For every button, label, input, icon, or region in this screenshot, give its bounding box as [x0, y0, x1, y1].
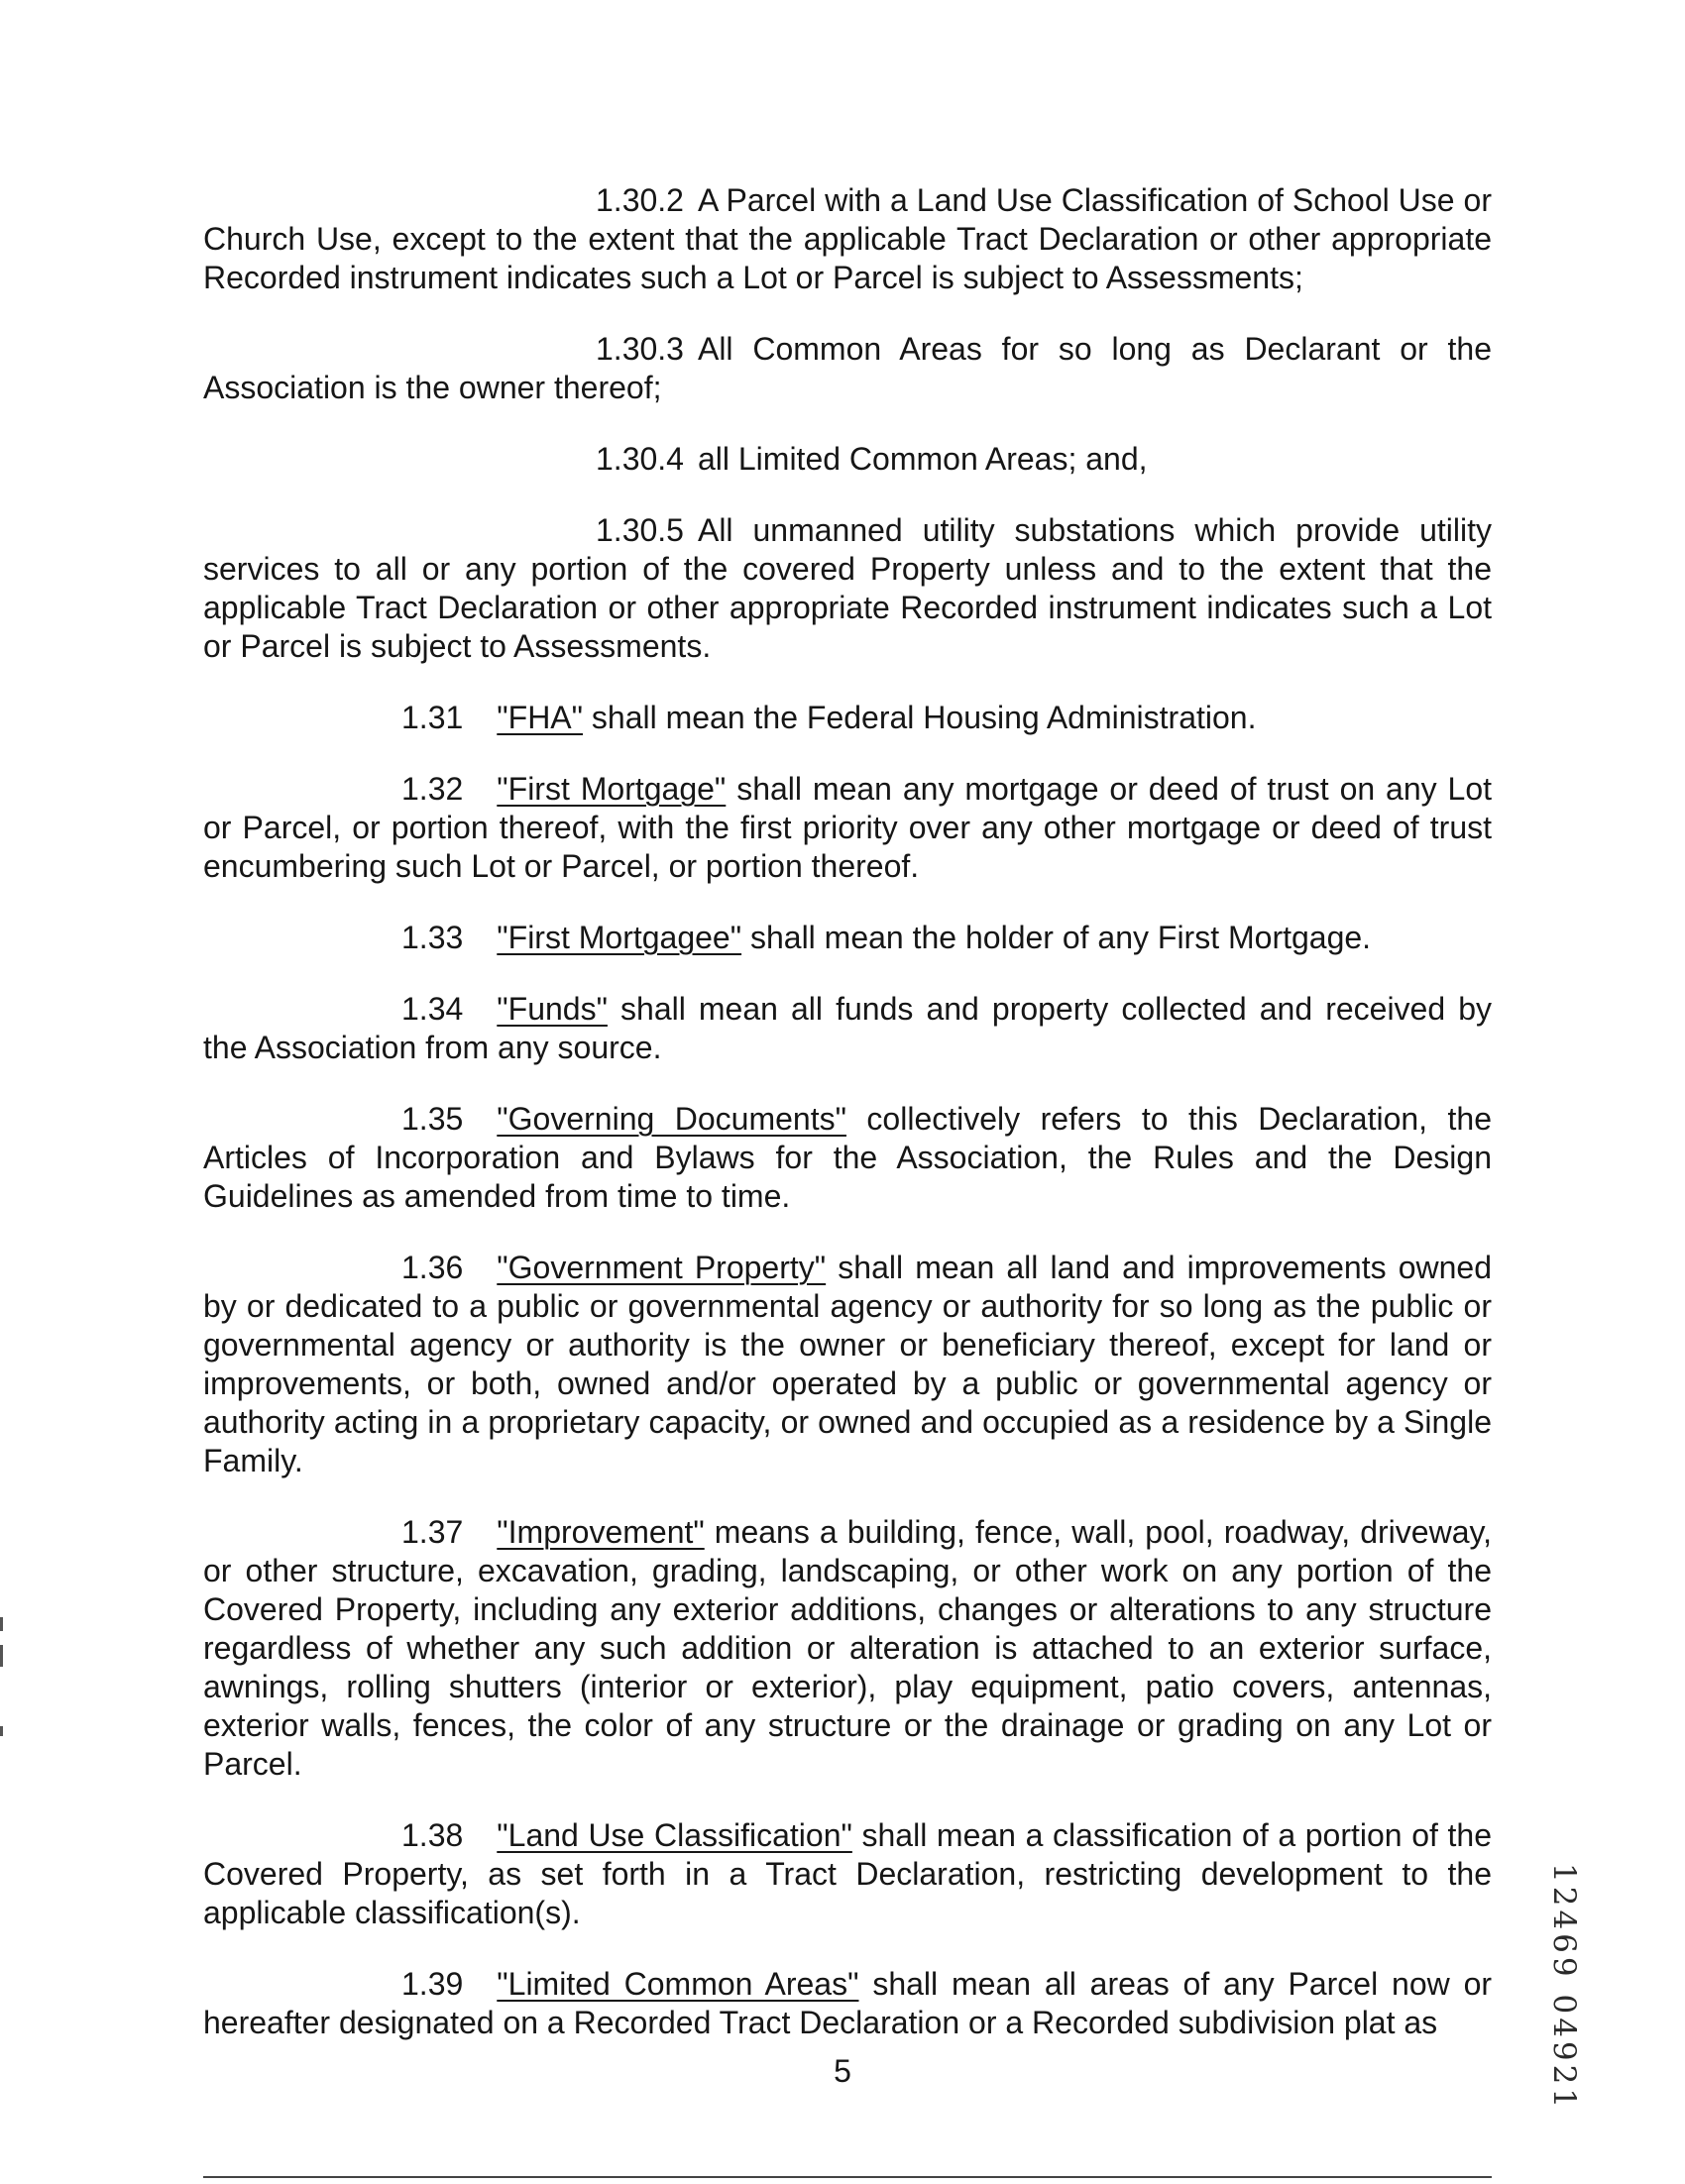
definition-number: 1.37 [401, 1514, 464, 1550]
definition-number: 1.32 [401, 771, 464, 807]
definition-1-37 [203, 1513, 1492, 1784]
definition-text: shall mean the Federal Housing Administration. [591, 700, 1257, 735]
defined-term: "First Mortgage" [497, 771, 727, 807]
scan-edge-mark [0, 1617, 3, 1631]
definition-1-36 [203, 1249, 1492, 1480]
definition-1-31 [203, 699, 1492, 737]
definition-1-34 [203, 990, 1492, 1067]
scan-edge-mark [0, 1645, 3, 1667]
defined-term: "Land Use Classification" [497, 1817, 852, 1853]
definition-1-32 [203, 770, 1492, 886]
definition-text: collectively refers to this Declaration, the Articles of Incorporation and Bylaws for the Association, the Rules and the Design Guidelines as amended from time to time. [203, 1101, 1492, 1214]
clause-number: 1.30.2 [596, 182, 684, 218]
scan-edge-mark [0, 1726, 3, 1736]
clause-number: 1.30.5 [596, 512, 684, 548]
definition-number: 1.31 [401, 700, 464, 735]
definition-text: shall mean any mortgage or deed of trust on any Lot or Parcel, or portion thereof, with the first priority over any other mortgage or deed of trust encumbering such Lot or Parcel, or portion thereof. [203, 771, 1493, 884]
recording-number-stamp: 12469 04921 [1546, 1863, 1582, 2113]
defined-term: "Government Property" [497, 1250, 827, 1285]
definition-text: shall mean all land and improvements owned by or dedicated to a public or governmental agency or authority for so long as the public or governmental agency or authority is the owner or beneficiary thereof, except for land or improvements, or both, owned and/or operated by a public or governmental agency or authority acting in a proprietary capacity, or owned and occupied as a residence by a Single Family. [203, 1250, 1493, 1478]
clause-1-30-4 [203, 440, 1492, 479]
clause-1-30-5 [203, 511, 1492, 666]
definition-text: shall mean all areas of any Parcel now or hereafter designated on a Recorded Tract Declaration or a Recorded subdivision plat as [203, 1966, 1493, 2040]
page-number: 5 [834, 2053, 851, 2089]
defined-term: "FHA" [497, 700, 583, 735]
clause-number: 1.30.3 [596, 331, 684, 367]
clause-text: all Limited Common Areas; and, [697, 441, 1148, 477]
definition-text: shall mean a classification of a portion of the Covered Property, as set forth in a Tract Declaration, restricting development to the applicable classification(s). [203, 1817, 1493, 1930]
clause-1-30-3 [203, 330, 1492, 407]
scan-bottom-rule [203, 2176, 1492, 2178]
definition-text: shall mean all funds and property collected and received by the Association from any source. [203, 991, 1493, 1065]
defined-term: "First Mortgagee" [497, 920, 742, 955]
definition-number: 1.39 [401, 1966, 464, 2002]
clause-text: All unmanned utility substations which provide utility services to all or any portion of the covered Property unless and to the extent that the applicable Tract Declaration or other appropriate Recorded instrument indicates such a Lot or Parcel is subject to Assessments. [203, 512, 1492, 664]
definition-1-33 [203, 919, 1492, 957]
clause-text: A Parcel with a Land Use Classification of School Use or Church Use, except to the extent that the applicable Tract Declaration or other appropriate Recorded instrument indicates such a Lot or Parcel is subject to Assessments; [203, 182, 1492, 295]
definition-1-38 [203, 1816, 1492, 1932]
clause-number: 1.30.4 [596, 441, 684, 477]
clause-1-30-2 [203, 181, 1492, 297]
defined-term: "Improvement" [497, 1514, 705, 1550]
document-body [203, 181, 1492, 2075]
definition-number: 1.36 [401, 1250, 464, 1285]
definition-1-39 [203, 1965, 1492, 2042]
defined-term: "Limited Common Areas" [497, 1966, 859, 2002]
definition-text: shall mean the holder of any First Mortgage. [749, 920, 1372, 955]
definition-number: 1.38 [401, 1817, 464, 1853]
definition-1-35 [203, 1100, 1492, 1216]
defined-term: "Governing Documents" [497, 1101, 846, 1137]
clause-text: All Common Areas for so long as Declarant or the Association is the owner thereof; [203, 331, 1492, 405]
definition-number: 1.33 [401, 920, 464, 955]
definition-text: means a building, fence, wall, pool, roadway, driveway, or other structure, excavation, grading, landscaping, or other work on any portion of the Covered Property, including any exterior additions, changes or alterations to any structure regardless of whether any such addition or alteration is attached to an exterior surface, awnings, rolling shutters (interior or exterior), play equipment, patio covers, antennas, exterior walls, fences, the color of any structure or the drainage or grading on any Lot or Parcel. [203, 1514, 1493, 1782]
definition-number: 1.34 [401, 991, 464, 1027]
definition-number: 1.35 [401, 1101, 464, 1137]
defined-term: "Funds" [497, 991, 608, 1027]
